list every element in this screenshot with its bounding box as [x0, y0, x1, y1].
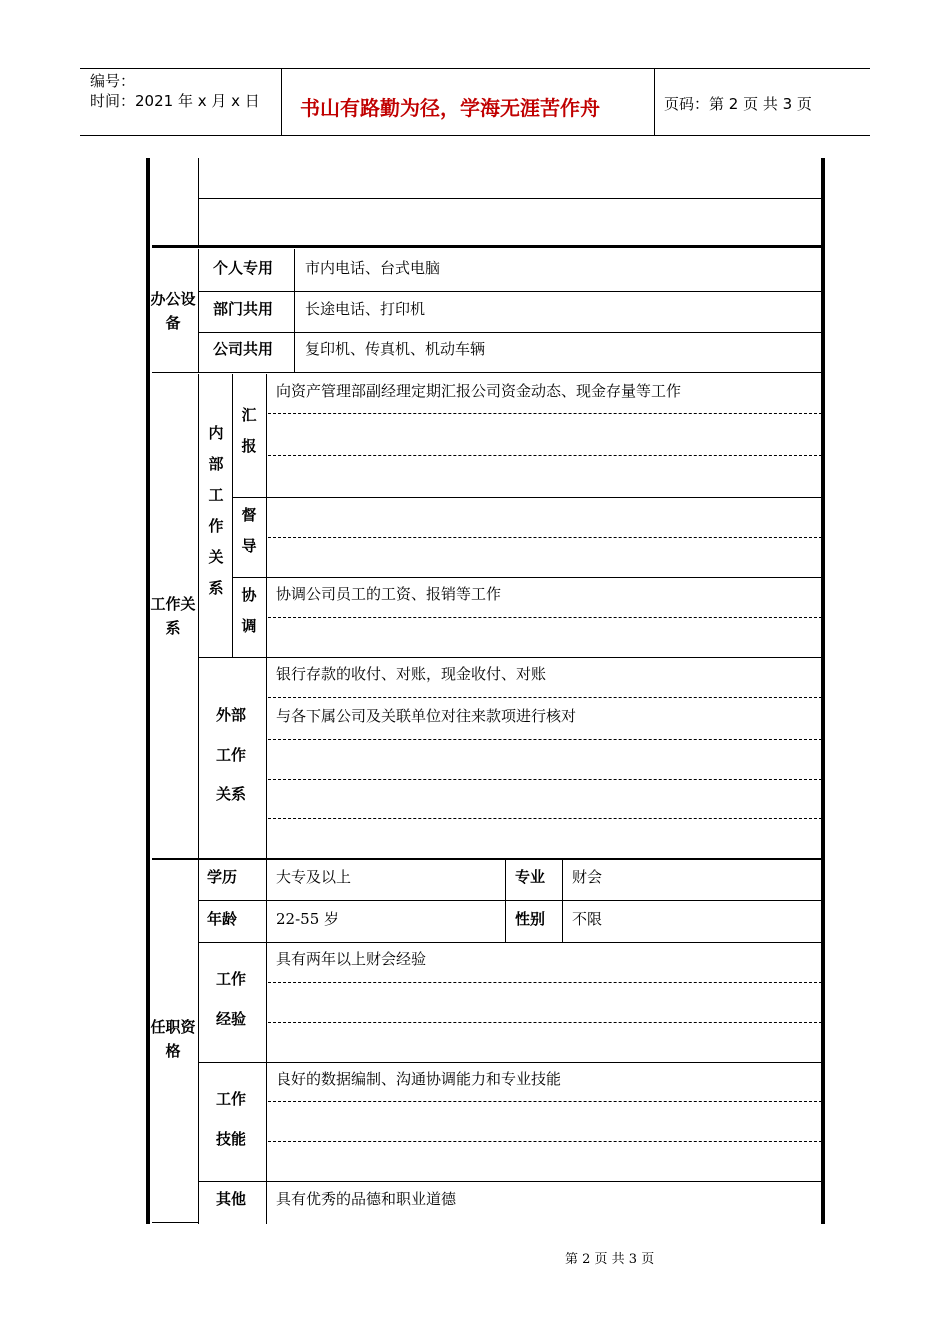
row-divider — [198, 1181, 822, 1182]
equipment-value-company: 复印机、传真机、机动车辆 — [305, 340, 486, 358]
column-divider — [198, 374, 199, 858]
dashed-line — [268, 617, 822, 618]
row-divider — [198, 332, 822, 333]
dashed-line — [268, 982, 822, 983]
external-relations-label: 外部 — [216, 706, 247, 724]
row-divider — [198, 900, 822, 901]
experience-label: 工作 — [216, 970, 247, 988]
education-label: 学历 — [207, 868, 238, 886]
skills-label: 技能 — [216, 1130, 247, 1148]
equipment-label-personal: 个人专用 — [213, 259, 274, 277]
dashed-line — [268, 1141, 822, 1142]
dashed-line — [268, 537, 822, 538]
qualifications-title: 任职资格 — [150, 1018, 196, 1060]
header-number: 编号： — [90, 72, 136, 90]
dashed-line — [268, 455, 822, 456]
coordinate-text: 协调公司员工的工资、报销等工作 — [276, 585, 502, 603]
form-right-border — [821, 158, 825, 1224]
report-label: 汇报 — [241, 406, 257, 455]
education-value: 大专及以上 — [276, 868, 352, 886]
external-relations-label: 工作 — [216, 746, 247, 764]
supervise-label: 督导 — [241, 506, 257, 555]
header-page-number: 页码：第 2 页 共 3 页 — [664, 95, 812, 113]
column-divider — [562, 860, 563, 942]
column-divider — [198, 249, 199, 372]
dashed-line — [268, 697, 822, 698]
dashed-line — [268, 413, 822, 414]
skills-value: 良好的数据编制、沟通协调能力和专业技能 — [276, 1070, 562, 1088]
column-divider — [505, 860, 506, 942]
dashed-line — [268, 818, 822, 819]
office-equipment-title: 办公设备 — [150, 290, 196, 332]
external-text: 与各下属公司及关联单位对往来款项进行核对 — [276, 707, 577, 725]
report-text: 向资产管理部副经理定期汇报公司资金动态、现金存量等工作 — [276, 382, 682, 400]
section-divider — [152, 245, 822, 248]
experience-label: 经验 — [216, 1010, 247, 1028]
equipment-label-company: 公司共用 — [213, 340, 274, 358]
coordinate-label: 协调 — [241, 586, 257, 635]
skills-label: 工作 — [216, 1090, 247, 1108]
section-divider — [152, 858, 822, 860]
header-motto: 书山有路勤为径，学海无涯苦作舟 — [300, 96, 600, 120]
dashed-line — [268, 1022, 822, 1023]
row-divider — [198, 291, 822, 292]
dashed-line — [268, 739, 822, 740]
external-relations-label: 关系 — [216, 785, 247, 803]
major-value: 财会 — [572, 868, 603, 886]
column-divider — [198, 158, 199, 246]
column-divider — [198, 860, 199, 1224]
other-value: 具有优秀的品德和职业道德 — [276, 1190, 457, 1208]
header-time: 时间：2021 年 x 月 x 日 — [90, 92, 260, 110]
column-divider — [294, 249, 295, 372]
row-divider — [232, 577, 822, 578]
footer-page-number: 第 2 页 共 3 页 — [565, 1252, 655, 1267]
column-divider — [266, 860, 267, 1224]
equipment-value-personal: 市内电话、台式电脑 — [305, 259, 441, 277]
header-top-rule — [80, 68, 870, 69]
major-label: 专业 — [515, 868, 546, 886]
header-divider — [654, 68, 655, 135]
gender-label: 性别 — [515, 910, 546, 928]
header-divider — [281, 68, 282, 135]
dashed-line — [268, 779, 822, 780]
form-bottom-rule — [152, 1222, 198, 1223]
dashed-line — [268, 1101, 822, 1102]
equipment-label-department: 部门共用 — [213, 300, 274, 318]
age-value: 22-55 岁 — [276, 910, 340, 928]
row-divider — [232, 497, 822, 498]
row-divider — [198, 657, 822, 658]
gender-value: 不限 — [572, 910, 603, 928]
column-divider — [232, 374, 233, 657]
external-text: 银行存款的收付、对账，现金收付、对账 — [276, 665, 547, 683]
internal-relations-label: 内部工作关系 — [208, 424, 224, 597]
row-divider — [198, 1062, 822, 1063]
row-divider — [198, 942, 822, 943]
section-divider — [152, 372, 822, 373]
column-divider — [266, 374, 267, 858]
equipment-value-department: 长途电话、打印机 — [305, 300, 426, 318]
header-bottom-rule — [80, 135, 870, 136]
work-relations-title: 工作关系 — [150, 595, 196, 637]
experience-value: 具有两年以上财会经验 — [276, 950, 427, 968]
row-divider — [198, 198, 822, 199]
age-label: 年龄 — [207, 910, 238, 928]
other-label: 其他 — [216, 1190, 247, 1208]
